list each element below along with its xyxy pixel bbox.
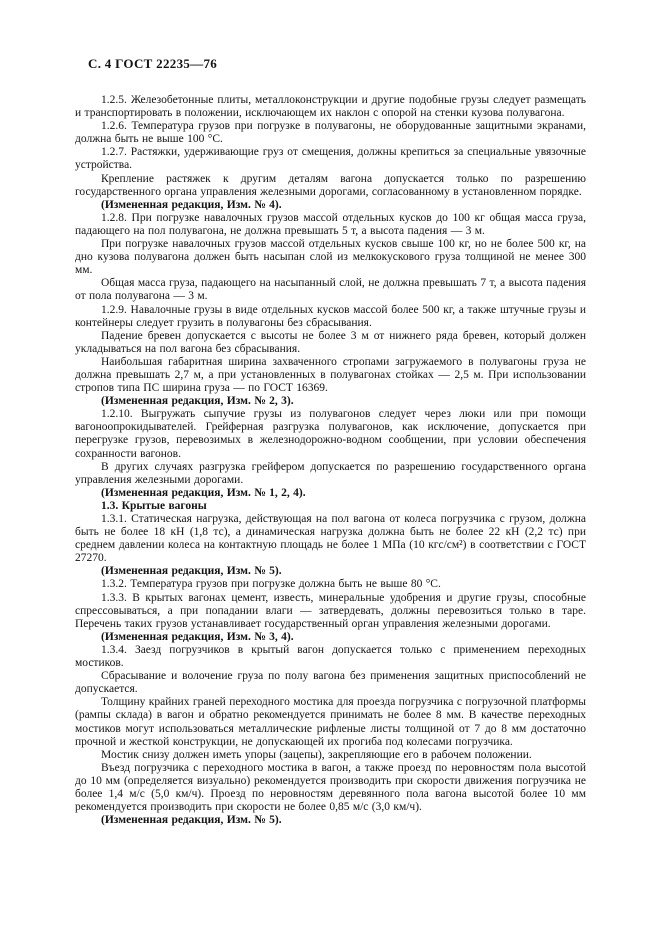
paragraph: Общая масса груза, падающего на насыпанный слой, не должна превышать 7 т, а высота падения от пола полувагона — 3 м. — [75, 277, 586, 303]
paragraph: 1.3.1. Статическая нагрузка, действующая на пол вагона от колеса погрузчика с грузом, должна быть не более 18 кН (1,8 тс), а динамическая нагрузка должна быть не более 22 кН (2,2 тс) при среднем давлении колеса на контактную площадь не более 1 МПа (10 кгс/см²) в соответствии с ГОСТ 27270. — [75, 513, 586, 565]
paragraph: 1.2.10. Выгружать сыпучие грузы из полувагонов следует через люки или при помощи вагоноопрокидывателей. Грейферная разгрузка полувагонов, как исключение, допускается при перегрузке грузов, перевозимых в железнодорожно-водном сообщении, при условии обеспечения сохранности вагонов. — [75, 408, 586, 460]
revision-note: (Измененная редакция, Изм. № 5). — [101, 814, 282, 827]
paragraph: 1.2.5. Железобетонные плиты, металлоконструкции и другие подобные грузы следует размещать и транспортировать в положении, исключающем их наклон с опорой на стенки кузова полувагона. — [75, 94, 586, 120]
paragraph: Падение бревен допускается с высоты не более 3 м от нижнего ряда бревен, который должен укладываться на пол вагона без сбрасывания. — [75, 329, 586, 355]
paragraph: 1.2.6. Температура грузов при погрузке в полувагоны, не оборудованные защитными экранами, должна быть не выше 100 °С. — [75, 120, 586, 146]
paragraph: Крепление растяжек к другим деталям вагона допускается только по разрешению государственного органа управления железными дорогами, согласованному в установленном порядке. — [75, 172, 586, 198]
paragraph: Толщину крайних граней переходного мостика для проезда погрузчика с погрузочной платформы (рампы склада) в вагон и обратно рекомендуется принимать не более 8 мм. В качестве переходных мостиков могут использоваться металлические рифленые листы толщиной от 7 до 8 мм достаточно прочной и жесткой конструкции, не допускающей их прогиба под колесами погрузчика. — [75, 696, 586, 748]
paragraph: Мостик снизу должен иметь упоры (зацепы), закрепляющие его в рабочем положении. — [101, 748, 532, 761]
paragraph: При погрузке навалочных грузов массой отдельных кусков свыше 100 кг, но не более 500 кг, на дно кузова полувагона должен быть насыпан слой из мелкокускового груза толщиной не менее 300 мм. — [75, 238, 586, 277]
revision-note: (Измененная редакция, Изм. № 3, 4). — [101, 630, 294, 643]
page-header: С. 4 ГОСТ 22235—76 — [88, 56, 218, 71]
paragraph: 1.2.8. При погрузке навалочных грузов массой отдельных кусков до 100 кг общая масса груза, падающего на пол полувагона, не должна превышать 5 т, а высота падения — 3 м. — [75, 211, 586, 237]
paragraph: Сбрасывание и волочение груза по полу вагона без применения защитных приспособлений не допускается. — [75, 670, 586, 696]
revision-note: (Измененная редакция, Изм. № 4). — [101, 198, 282, 211]
paragraph: Наибольшая габаритная ширина захваченного стропами загружаемого в полувагоны груза не должна превышать 2,7 м, а при установленных в полувагонах стойках — 2,5 м. При использовании стропов типа ПС ширина груза — по ГОСТ 16369. — [75, 355, 586, 395]
paragraph: 1.3.2. Температура грузов при погрузке должна быть не выше 80 °С. — [101, 578, 441, 591]
revision-note: (Измененная редакция, Изм. № 2, 3). — [101, 395, 294, 408]
paragraph: 1.2.7. Растяжки, удерживающие груз от смещения, должны крепиться за специальные увязочные устройства. — [75, 146, 586, 172]
paragraph: Въезд погрузчика с переходного мостика в вагон, а также проезд по неровностям пола высотой до 10 мм (определяется визуально) рекомендуется производить при скорости движения погрузчика не более 1,4 м/с (5,0 км/ч). Проезд по неровностям деревянного пола вагона высотой более 10 мм рекомендуется производить при скорости не более 0,85 м/с (3,0 км/ч). — [75, 761, 586, 814]
revision-note: (Измененная редакция, Изм. № 5). — [101, 565, 282, 578]
revision-note: (Измененная редакция, Изм. № 1, 2, 4). — [101, 486, 306, 499]
paragraph: 1.3.3. В крытых вагонах цемент, известь, минеральные удобрения и другие грузы, способные спрессовываться, а при попадании влаги — затвердевать, должны перевозиться только в таре. Перечень таких грузов устанавливает государственный орган управления железными дорогами. — [75, 591, 586, 630]
paragraph: В других случаях разгрузка грейфером допускается по разрешению государственного органа управления железными дорогами. — [75, 460, 586, 486]
document-body — [75, 94, 586, 827]
paragraph: 1.2.9. Навалочные грузы в виде отдельных кусков массой более 500 кг, а также штучные грузы и контейнеры следует грузить в полувагоны без сбрасывания. — [75, 303, 586, 329]
paragraph: 1.3.4. Заезд погрузчиков в крытый вагон допускается только с применением переходных мостиков. — [75, 643, 586, 670]
section-heading: 1.3. Крытые вагоны — [101, 499, 207, 512]
